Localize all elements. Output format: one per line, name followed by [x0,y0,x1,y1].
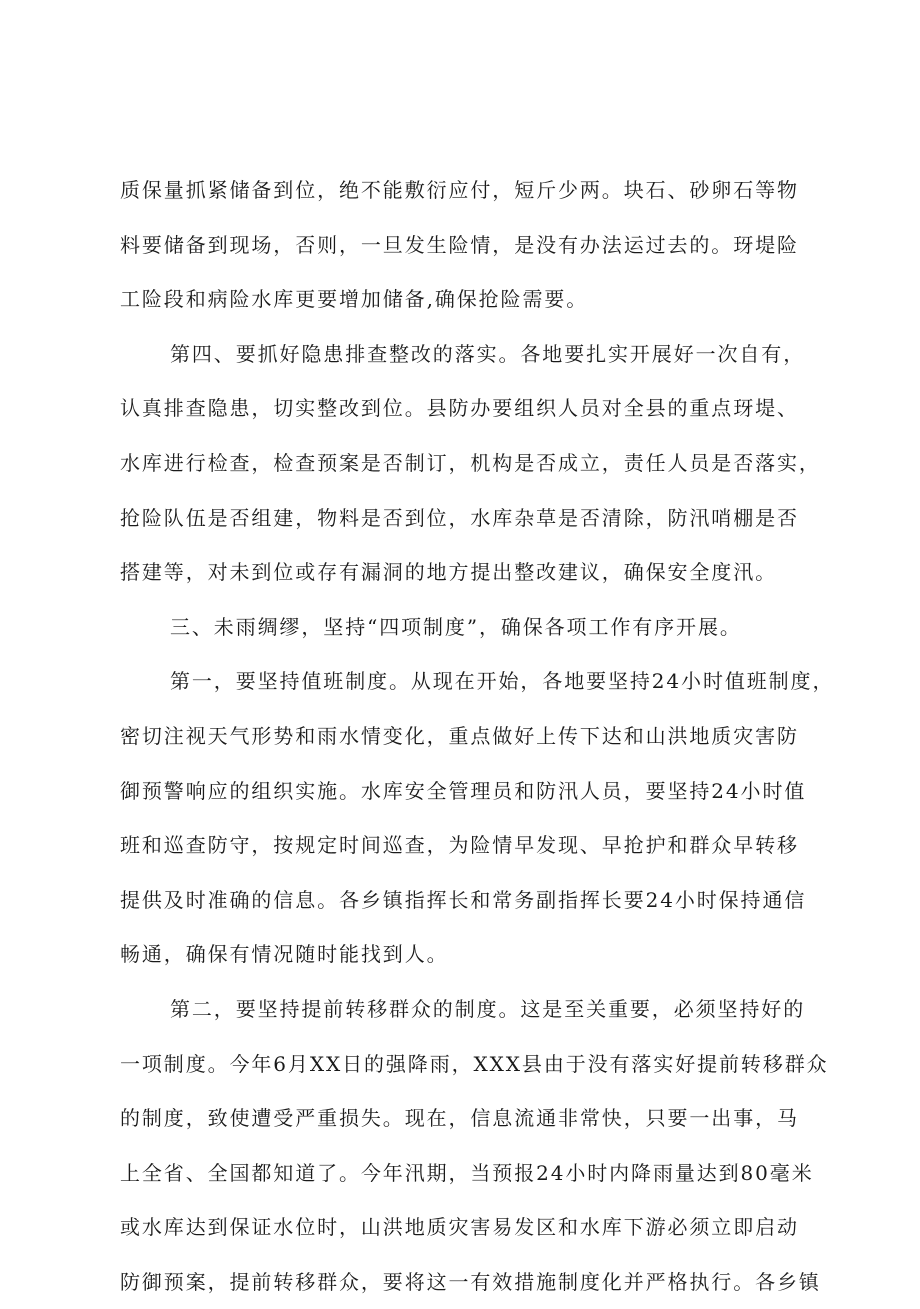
text-line: 密切注视天气形势和雨水情变化，重点做好上传下达和山洪地质灾害防 [120,723,799,748]
document-body [120,163,835,1309]
text-line: 水库进行检查，检查预案是否制订，机构是否成立，责任人员是否落实， [120,450,821,475]
text-line: 质保量抓紧储备到位，绝不能敷衍应付，短斤少两。块石、砂卵石等物 [120,178,799,202]
text-line: 工险段和病险水库更要增加储备,确保抢险需要。 [120,287,589,312]
text-line: 搭建等，对未到位或存有漏洞的地方提出整改建议，确保安全度汛。 [120,560,777,585]
paragraph-start-line: 第二，要坚持提前转移群众的制度。这是至关重要，必须坚持好的 [170,996,806,1021]
text-line: 提供及时准确的信息。各乡镇指挥长和常务副指挥长要24小时保持通信 [120,887,807,912]
text-line: 上全省、全国都知道了。今年汛期，当预报24小时内降雨量达到80毫米 [120,1160,814,1185]
paragraph-start-line: 第四、要抓好隐患排查整改的落实。各地要扎实开展好一次自有， [170,341,806,366]
paragraph-start-line: 第一，要坚持值班制度。从现在开始，各地要坚持24小时值班制度， [170,669,835,694]
text-line: 抢险队伍是否组建，物料是否到位，水库杂草是否清除，防汛哨棚是否 [120,505,799,530]
text-line: 或水库达到保证水位时，山洪地质灾害易发区和水库下游必须立即启动 [120,1215,799,1240]
section-heading-line: 三、未雨绸缪，坚持“四项制度”，确保各项工作有序开展。 [170,614,742,639]
text-line: 料要储备到现场，否则，一旦发生险情，是没有办法运过去的。玡堤险 [120,232,799,257]
text-line: 防御预案，提前转移群众，要将这一有效措施制度化并严格执行。各乡镇 [120,1269,821,1294]
text-line: 班和巡查防守，按规定时间巡查，为险情早发现、早抢护和群众早转移 [120,833,799,858]
text-line: 的制度，致使遭受严重损失。现在，信息流通非常快，只要一出事，马 [120,1106,799,1131]
text-line: 一项制度。今年6月XX日的强降雨，XXX县由于没有落实好提前转移群众 [120,1051,829,1076]
text-line: 畅通，确保有情况随时能找到人。 [120,942,449,967]
text-line: 认真排查隐患，切实整改到位。县防办要组织人员对全县的重点玡堤、 [120,396,799,421]
text-line: 御预警响应的组织实施。水库安全管理员和防汛人员，要坚持24小时值 [120,778,807,803]
